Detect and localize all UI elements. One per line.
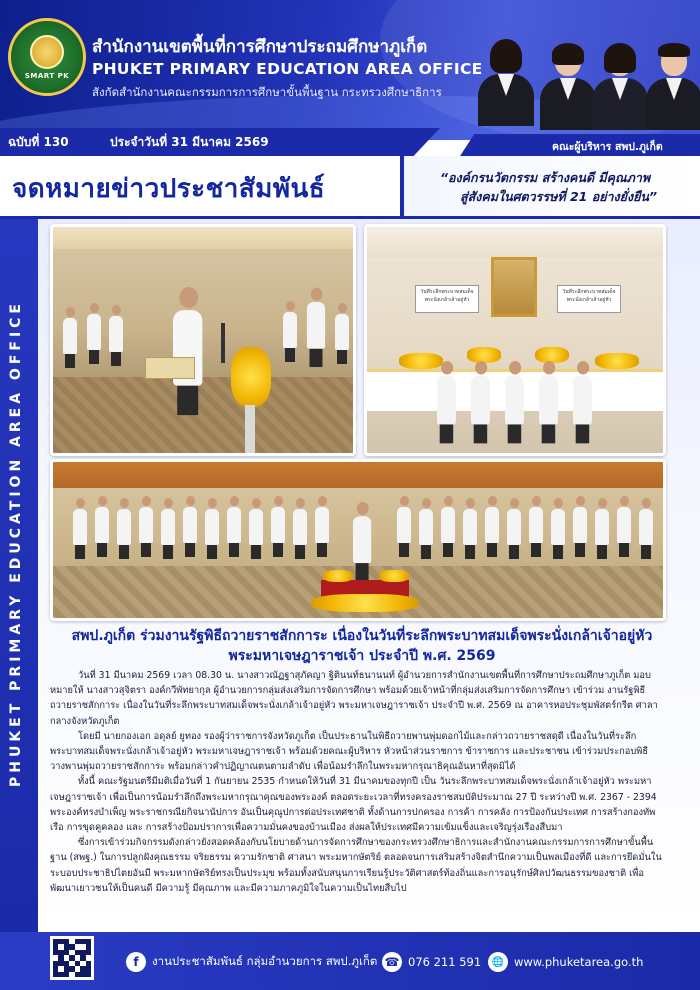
- executive-portrait: [540, 46, 596, 130]
- emblem-icon: [30, 35, 64, 69]
- article-headline: [62, 626, 662, 666]
- altar-sign-right: วันที่ระลึกพระบาทสมเด็จพระนั่งเกล้าเจ้าอยู่หัว: [557, 285, 621, 313]
- ceremony-photo-speech: [50, 224, 356, 456]
- facebook-icon: f: [126, 952, 146, 972]
- org-logo: [8, 18, 86, 96]
- executives-photo: [470, 28, 700, 138]
- issue-date: ประจำวันที่ 31 มีนาคม 2569: [110, 135, 269, 149]
- side-bar-text: PHUKET PRIMARY EDUCATION AREA OFFICE: [8, 300, 24, 788]
- issue-number: ฉบับที่ 130: [8, 135, 69, 149]
- executive-portrait: [646, 46, 700, 130]
- article-paragraph: ทั้งนี้ คณะรัฐมนตรีมีมติเมื่อวันที่ 1 กันยายน 2535 กำหนดให้วันที่ 31 มีนาคมของทุกปี เป็น วันระลึกพระบาทสมเด็จพระนั่งเกล้าเจ้าอยู่หัว พระมหาเจษฎาราชเจ้า เพื่อเป็นการน้อมรำลึกถึงพระมหากรุณาคุณของพระองค์ ตลอดระยะเวลาที่ทรงครองราชสมบัติประมาณ 27 ปี ระหว่างปี พ.ศ. 2367 - 2394 พระองค์ทรงบำเพ็ญ พระราชกรณียกิจนานัปการ อันเป็นคุณูปการต่อประเทศชาติ ทั้งด้านการปกครอง การค้า การคลัง การป้องกันประเทศ การสร้างกองทัพเรือ การขุดคูคลอง และ การสร้างป้อมปราการเพื่อความมั่นคงของบ้านเมือง ส่งผลให้ประเทศมีความเข้มแข็งและเจริญรุ่งเรืองสืบมา: [50, 776, 657, 834]
- org-name-english: PHUKET PRIMARY EDUCATION AREA OFFICE: [92, 60, 483, 78]
- org-subtitle: สังกัดสำนักงานคณะกรรมการการศึกษาขั้นพื้นฐาน กระทรวงศึกษาธิการ: [92, 85, 442, 99]
- ceremony-photo-assembly: [50, 459, 666, 621]
- executive-portrait: [478, 42, 534, 126]
- executives-caption: คณะผู้บริหาร สพป.ภูเก็ต: [552, 141, 663, 153]
- slogan-line-2: สู่สังคมในศตวรรษที่ 21 อย่างยั่งยืน”: [460, 189, 657, 204]
- globe-icon: 🌐: [488, 952, 508, 972]
- newsletter-title: จดหมายข่าวประชาสัมพันธ์: [12, 174, 326, 204]
- article-paragraph: โดยมี นายกองเอก อดุลย์ ยูทอง รองผู้ว่าราชการจังหวัดภูเก็ต เป็นประธานในพิธีถวายพานพุ่มดอกไม้และกล่าวถวายราชสดุดี เนื่องในวันที่ระลึกพระบาทสมเด็จพระนั่งเกล้าเจ้าอยู่หัว พระมหาเจษฎาราชเจ้า พร้อมด้วยคณะผู้บริหาร หัวหน้าส่วนราชการ ข้าราชการ และประชาชน เข้าร่วมประกอบพิธี วางพานพุ่มถวายราชสักการะ พร้อมกล่าวคำปฏิญาณตนตามลำดับ เพื่อน้อมรำลึกในพระมหากรุณาธิคุณอันหาที่สุดมิได้: [50, 730, 649, 773]
- footer-website-link[interactable]: [488, 952, 643, 972]
- footer-phone-link[interactable]: [382, 952, 481, 972]
- qr-code[interactable]: [50, 936, 94, 980]
- logo-text: SMART PK: [24, 71, 70, 80]
- footer-facebook-link[interactable]: [126, 952, 377, 972]
- headline-line-2: พระมหาเจษฎาราชเจ้า ประจำปี พ.ศ. 2569: [228, 648, 496, 664]
- slogan-line-1: “องค์กรนวัตกรรม สร้างคนดี มีคุณภาพ: [440, 170, 651, 185]
- footer-website: www.phuketarea.go.th: [514, 955, 644, 969]
- executive-portrait: [592, 46, 648, 130]
- ceremony-photo-altar: [364, 224, 666, 456]
- phone-icon: ☎: [382, 952, 402, 972]
- org-name-thai: สำนักงานเขตพื้นที่การศึกษาประถมศึกษาภูเก็ต: [92, 37, 428, 57]
- footer-phone: 076 211 591: [408, 955, 482, 969]
- article-paragraph: วันที่ 31 มีนาคม 2569 เวลา 08.30 น. นางสาวณัฏฐาสุภัคญา ฐิตินนท์ธนานนท์ ผู้อำนวยการสำนักงานเขตพื้นที่การศึกษาประถมศึกษาภูเก็ต มอบหมายให้ นางสาวสุจิตรา องค์กวีพัทยากุล ผู้อำนวยการกลุ่มส่งเสริมการจัดการศึกษา พร้อมด้วยเจ้าหน้าที่กลุ่มส่งเสริมการจัดการศึกษา เข้าร่วม งานรัฐพิธีถวายราชสักการะ เนื่องในวันที่ระลึกพระบาทสมเด็จพระนั่งเกล้าเจ้าอยู่หัว พระมหาเจษฎาราชเจ้า ประจำปี พ.ศ. 2569 ณ อาคารหอประชุมพัสตร์กรีต ศาลากลางจังหวัดภูเก็ต: [50, 670, 658, 727]
- article-body: [50, 668, 665, 896]
- footer-facebook-label: งานประชาสัมพันธ์ กลุ่มอำนวยการ สพป.ภูเก็ต: [152, 954, 378, 968]
- altar-sign-left: วันที่ระลึกพระบาทสมเด็จพระนั่งเกล้าเจ้าอยู่หัว: [415, 285, 479, 313]
- headline-line-1: สพป.ภูเก็ต ร่วมงานรัฐพิธีถวายราชสักการะ เนื่องในวันที่ระลึกพระบาทสมเด็จพระนั่งเกล้าเจ้าอยู่หัว: [71, 628, 653, 644]
- article-paragraph: ซึ่งการเข้าร่วมกิจกรรมดังกล่าวยังสอดคล้องกับนโยบายด้านการจัดการศึกษาของกระทรวงศึกษาธิการและสำนักงานคณะกรรมการการศึกษาขั้นพื้นฐาน (สพฐ.) ในการปลูกฝังคุณธรรม จริยธรรม ความรักชาติ ศาสนา พระมหากษัตริย์ ตลอดจนการเสริมสร้างจิตสำนึกความเป็นพลเมืองที่ดี และการยึดมั่นในระบอบประชาธิปไตยอันมี พระมหากษัตริย์ทรงเป็นประมุข พร้อมทั้งสนับสนุนการเรียนรู้ประวัติศาสตร์ท้องถิ่นและการอนุรักษ์ศิลปวัฒนธรรมของชาติ เพื่อพัฒนาเยาวชนให้เป็นคนดี มีความรู้ มีคุณภาพ และมีความภาคภูมิใจในความเป็นไทยสืบไป: [50, 837, 662, 894]
